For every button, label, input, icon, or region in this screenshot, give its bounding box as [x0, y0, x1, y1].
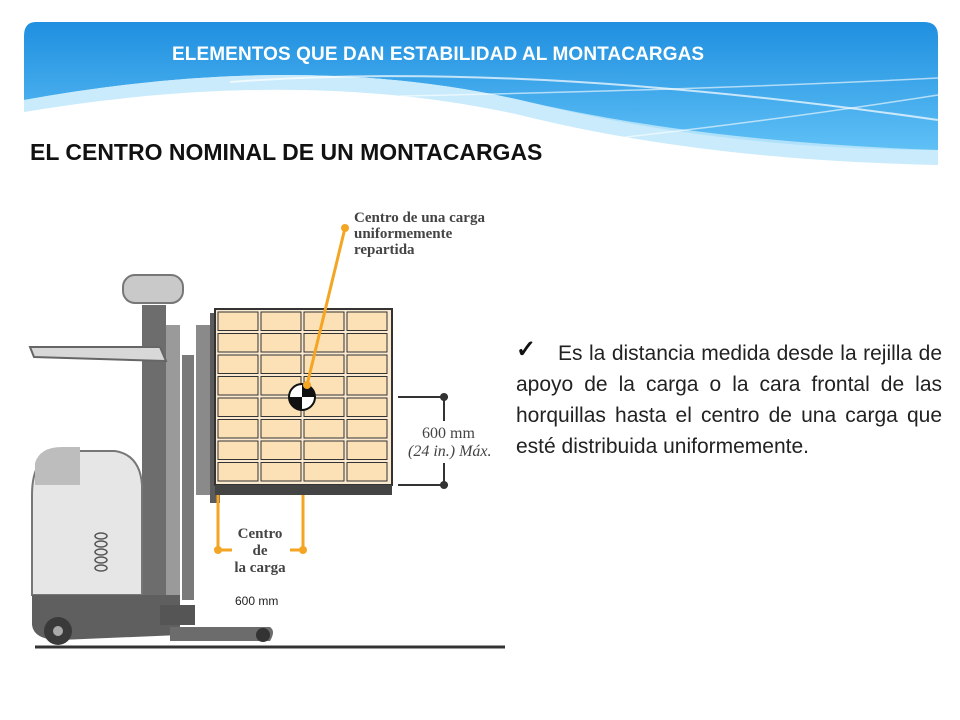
load-box: [347, 312, 387, 331]
load-box: [261, 334, 301, 353]
load-box: [347, 463, 387, 482]
head-guard: [123, 275, 183, 303]
load-box: [261, 312, 301, 331]
load-center-target: [289, 384, 315, 410]
arm-rest: [30, 347, 166, 361]
header-title: ELEMENTOS QUE DAN ESTABILIDAD AL MONTACARGAS: [172, 44, 705, 65]
definition-bullet: [516, 338, 942, 462]
load-box: [347, 441, 387, 460]
pallet: [215, 485, 392, 495]
load-center-label-3: la carga: [234, 560, 286, 576]
load-box: [218, 463, 258, 482]
bottom-distance-label: 600 mm: [235, 594, 279, 608]
load-box: [261, 463, 301, 482]
load-box: [218, 334, 258, 353]
load-box: [218, 398, 258, 417]
load-box: [218, 312, 258, 331]
load-box: [347, 420, 387, 439]
load-box: [261, 420, 301, 439]
definition-text: Es la distancia medida desde la rejilla de apoyo de la carga o la cara frontal de las horquillas hasta el centro de una carga que esté distribuida uniformemente.: [516, 342, 942, 458]
uniform-load-label-3: repartida: [354, 242, 415, 258]
forklift-illustration: [20, 195, 510, 665]
section-title: EL CENTRO NOMINAL DE UN MONTACARGAS: [30, 139, 543, 165]
carriage: [196, 325, 210, 495]
forklift-diagram: [20, 195, 510, 665]
load-box: [347, 398, 387, 417]
load-box: [304, 420, 344, 439]
distance-label-2: (24 in.) Máx.: [408, 443, 492, 460]
load-box: [261, 441, 301, 460]
load-center-label-2: de: [252, 543, 268, 559]
check-icon: ✓: [516, 336, 537, 363]
load-center-label-1: Centro: [237, 526, 283, 542]
distance-label-1: 600 mm: [422, 425, 475, 442]
load-box: [218, 441, 258, 460]
load-box: [304, 463, 344, 482]
load-box: [261, 355, 301, 374]
uniform-load-label-2: uniformemente: [354, 226, 453, 242]
uniform-load-label-1: Centro de una carga: [354, 210, 485, 226]
load-box: [304, 334, 344, 353]
load-box: [218, 355, 258, 374]
load-box: [347, 377, 387, 396]
load-box: [218, 377, 258, 396]
load-box: [304, 441, 344, 460]
load-box: [347, 355, 387, 374]
load-box: [218, 420, 258, 439]
load-box: [347, 334, 387, 353]
